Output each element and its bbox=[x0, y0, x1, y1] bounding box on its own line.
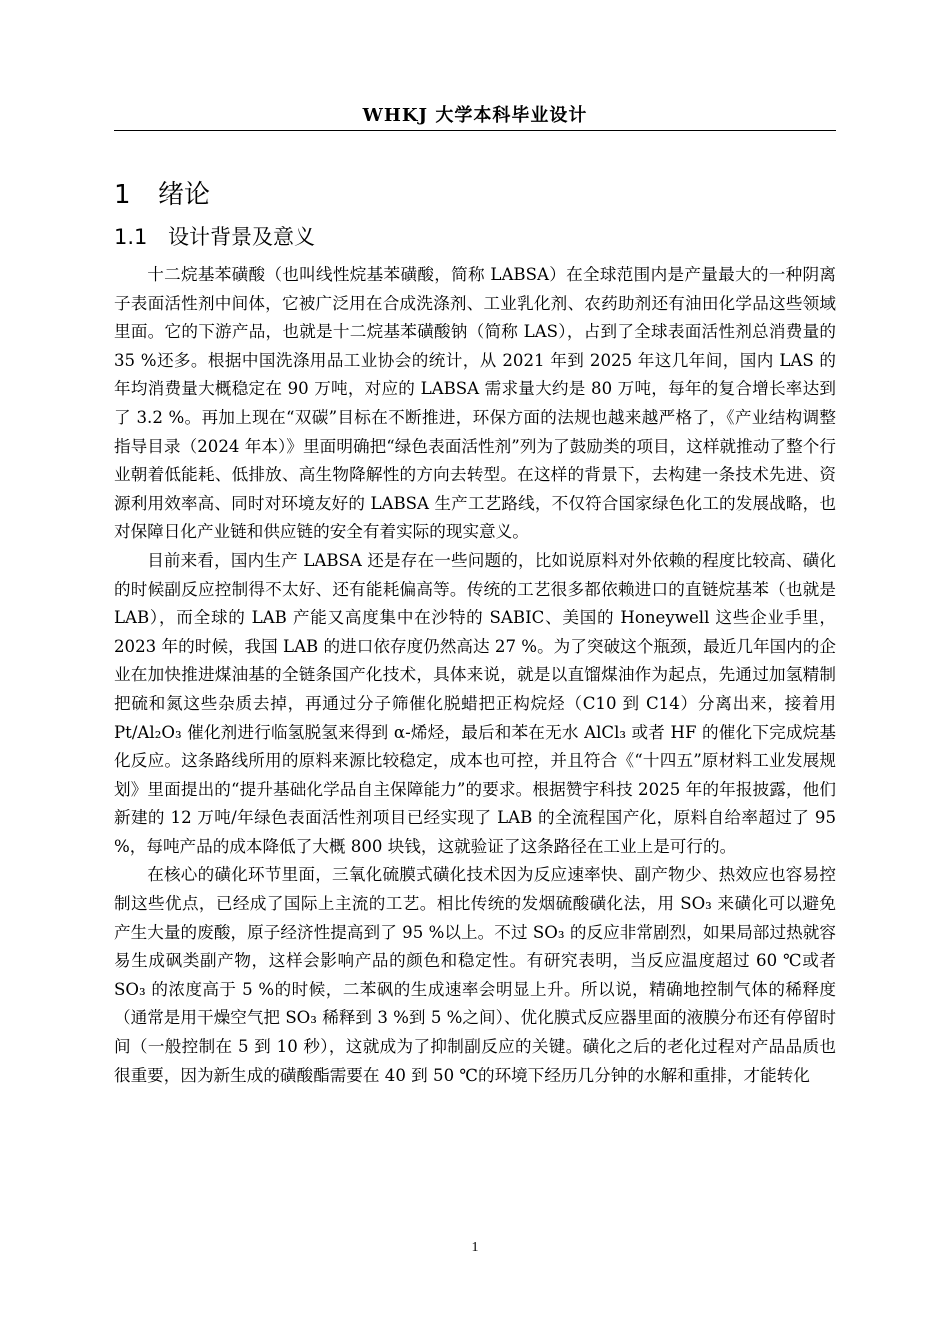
chapter-heading bbox=[114, 178, 210, 212]
body-text bbox=[114, 261, 836, 1090]
chapter-number: 1 bbox=[114, 180, 131, 210]
paragraph: 目前来看，国内生产 LABSA 还是存在一些问题的，比如说原料对外依赖的程度比较高、磺化的时候副反应控制得不太好、还有能耗偏高等。传统的工艺很多都依赖进口的直链烷基苯（也就是 LAB），而全球的 LAB 产能又高度集中在沙特的 SABIC、美国的 Honeywell 这些企业手里，2023 年的时候，我国 LAB 的进口依存度仍然高达 27 %。为了突破这个瓶颈，最近几年国内的企业在加快推进煤油基的全链条国产化技术，具体来说，就是以直馏煤油作为起点，先通过加氢精制把硫和氮这些杂质去掉，再通过分子筛催化脱蜡把正构烷烃（C10 到 C14）分离出来，接着用 Pt/Al₂O₃ 催化剂进行临氢脱氢来得到 α-烯烃，最后和苯在无水 AlCl₃ 或者 HF 的催化下完成烷基化反应。这条路线所用的原料来源比较稳定，成本也可控，并且符合《“十四五”原材料工业发展规划》里面提出的“提升基础化学品自主保障能力”的要求。根据赞宇科技 2025 年的年报披露，他们新建的 12 万吨/年绿色表面活性剂项目已经实现了 LAB 的全流程国产化，原料自给率超过了 95 %，每吨产品的成本降低了大概 800 块钱，这就验证了这条路径在工业上是可行的。 bbox=[114, 550, 836, 856]
paragraph: 十二烷基苯磺酸（也叫线性烷基苯磺酸，简称 LABSA）在全球范围内是产量最大的一种阴离子表面活性剂中间体，它被广泛用在合成洗涤剂、工业乳化剂、农药助剂还有油田化学品这些领域里面。它的下游产品，也就是十二烷基苯磺酸钠（简称 LAS），占到了全球表面活性剂总消费量的 35 %还多。根据中国洗涤用品工业协会的统计，从 2021 年到 2025 年这几年间，国内 LAS 的年均消费量大概稳定在 90 万吨，对应的 LABSA 需求量大约是 80 万吨，每年的复合增长率达到了 3.2 %。再加上现在“双碳”目标在不断推进，环保方面的法规也越来越严格了，《产业结构调整指导目录（2024 年本）》里面明确把“绿色表面活性剂”列为了鼓励类的项目，这样就推动了整个行业朝着低能耗、低排放、高生物降解性的方向去转型。在这样的背景下，去构建一条技术先进、资源利用效率高、同时对环境友好的 LABSA 生产工艺路线，不仅符合国家绿色化工的发展战略，也对保障日化产业链和供应链的安全有着实际的现实意义。 bbox=[114, 265, 836, 542]
header-rule bbox=[114, 130, 836, 131]
section-number: 1.1 bbox=[114, 225, 148, 249]
page-number: 1 bbox=[471, 1240, 479, 1255]
paragraph: 在核心的磺化环节里面，三氧化硫膜式磺化技术因为反应速率快、副产物少、热效应也容易控制这些优点，已经成了国际上主流的工艺。相比传统的发烟硫酸磺化法，用 SO₃ 来磺化可以避免产生大量的废酸，原子经济性提高到了 95 %以上。不过 SO₃ 的反应非常剧烈，如果局部过热就容易生成砜类副产物，这样会影响产品的颜色和稳定性。有研究表明，当反应温度超过 60 ℃或者 SO₃ 的浓度高于 5 %的时候，二苯砜的生成速率会明显上升。所以说，精确地控制气体的稀释度（通常是用干燥空气把 SO₃ 稀释到 3 %到 5 %之间）、优化膜式反应器里面的液膜分布还有停留时间（一般控制在 5 到 10 秒），这就成为了抑制副反应的关键。磺化之后的老化过程对产品品质也很重要，因为新生成的磺酸酯需要在 40 到 50 ℃的环境下经历几分钟的水解和重排，才能转化 bbox=[114, 865, 836, 1085]
section-heading bbox=[114, 222, 315, 252]
running-header: WHKJ 大学本科毕业设计 bbox=[362, 105, 588, 126]
section-title: 设计背景及意义 bbox=[168, 225, 315, 249]
chapter-title: 绪论 bbox=[158, 180, 211, 210]
